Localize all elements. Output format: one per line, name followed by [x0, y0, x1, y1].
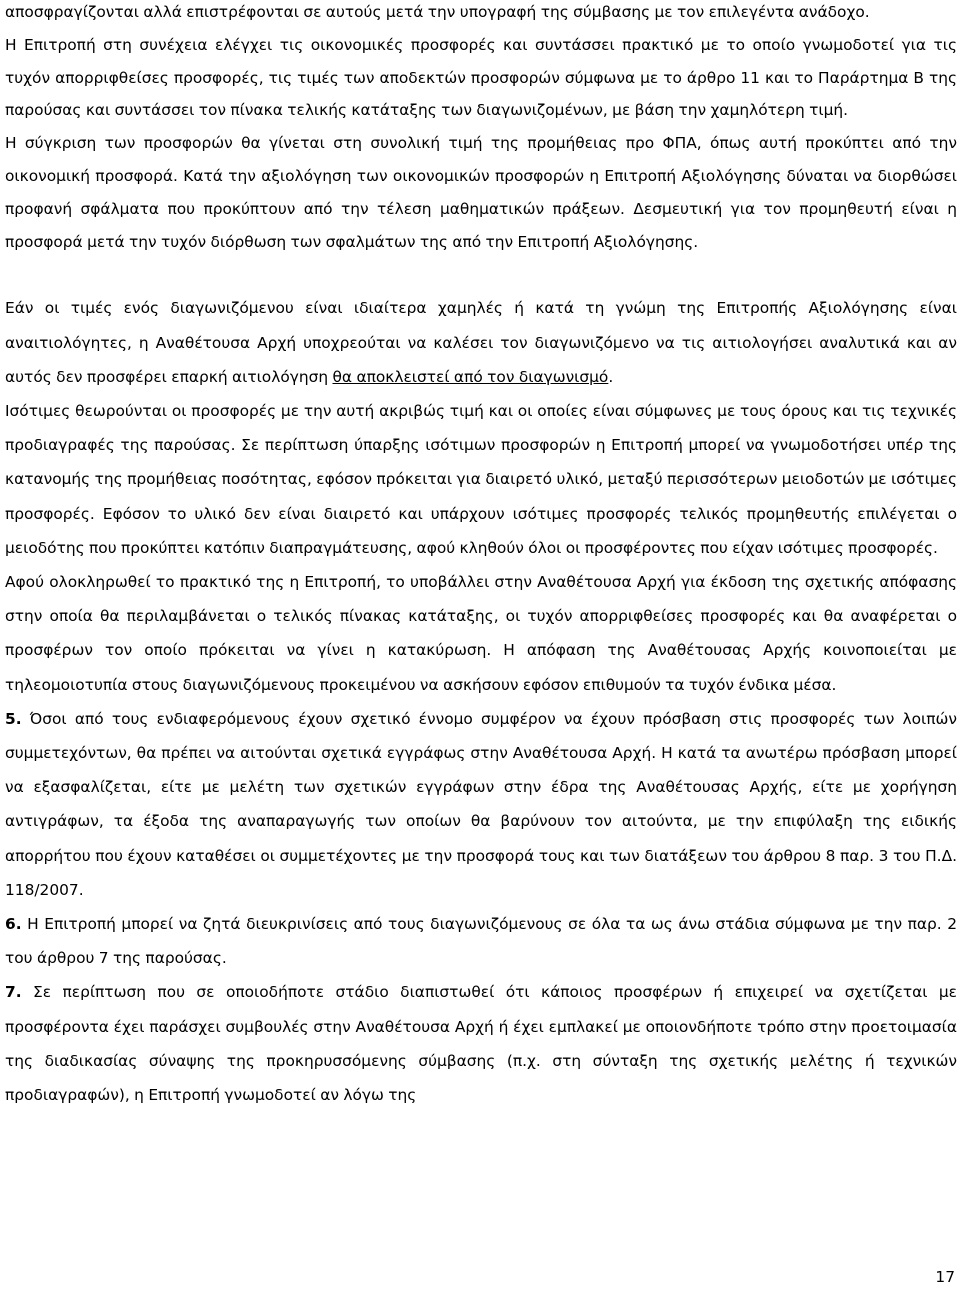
low-prices-end: . — [608, 367, 614, 386]
item-number: 6. — [5, 915, 22, 934]
page-number: 17 — [935, 1268, 955, 1286]
list-item-5 — [5, 702, 957, 907]
list-item-7 — [5, 975, 957, 1112]
paragraph-gap — [5, 258, 957, 291]
item-number: 7. — [5, 983, 22, 1002]
low-prices-text: Εάν οι τιμές ενός διαγωνιζόμενου είναι ιδιαίτερα χαμηλές ή κατά τη γνώμη της Επιτροπής Αξιολόγησης είναι αναιτιολόγητες, η Αναθέτουσα Αρχή υποχρεούται να καλέσει τον διαγωνιζόμενο να τις αιτιολογήσει αναλυτικά και αν αυτός δεν προσφέρει επαρκή αιτιολόγηση — [5, 299, 957, 386]
paragraph-low-prices — [5, 291, 957, 394]
document-page — [5, 0, 957, 1112]
exclusion-underlined-text: θα αποκλειστεί από τον διαγωνισμό — [332, 367, 609, 386]
paragraph-equal-offers: Ισότιμες θεωρούνται οι προσφορές με την αυτή ακριβώς τιμή και οι οποίες είναι σύμφωνες με τους όρους και τις τεχνικές προδιαγραφές της παρούσας. Σε περίπτωση ύπαρξης ισότιμων προσφορών η Επιτροπή μπορεί να γνωμοδοτήσει υπέρ της κατανομής της προμήθειας ποσότητας, εφόσον πρόκειται για διαιρετό υλικό, μεταξύ περισσότερων μειοδοτών με ισότιμες προσφορές. Εφόσον το υλικό δεν είναι διαιρετό και υπάρχουν ισότιμες προσφορές τελικός προμηθευτής επιλέγεται ο μειοδότης που προκύπτει κατόπιν διαπραγμάτευσης, αφού κληθούν όλοι οι προσφέροντες που είχαν ισότιμες προσφορές. — [5, 401, 957, 557]
paragraph-continuation: αποσφραγίζονται αλλά επιστρέφονται σε αυτούς μετά την υπογραφή της σύμβασης με τον επιλεγέντα ανάδοχο. — [5, 3, 870, 21]
paragraph-committee-review: Η Επιτροπή στη συνέχεια ελέγχει τις οικονομικές προσφορές και συντάσσει πρακτικό με το οποίο γνωμοδοτεί για τις τυχόν απορριφθείσες προσφορές, τις τιμές των αποδεκτών προσφορών σύμφωνα με το άρθρο 11 και το Παράρτημα Β της παρούσας και συντάσσει τον πίνακα τελικής κατάταξης των διαγωνιζομένων, με βάση την χαμηλότερη τιμή. — [5, 35, 957, 120]
item-number: 5. — [5, 709, 22, 728]
paragraph-decision: Αφού ολοκληρωθεί το πρακτικό της η Επιτροπή, το υποβάλλει στην Αναθέτουσα Αρχή για έκδοση της σχετικής απόφασης στην οποία θα περιλαμβάνεται ο τελικός πίνακας κατάταξης, οι τυχόν απορριφθείσες προσφορές και θα αναφέρεται ο προσφέρων τον οποίο πρόκειται να γίνει η κατακύρωση. Η απόφαση της Αναθέτουσας Αρχής κοινοποιείται με τηλεομοιοτυπία στους διαγωνιζόμενους προκειμένου να ασκήσουν εφόσον επιθυμούν τα τυχόν ένδικα μέσα. — [5, 573, 957, 694]
item-text: Η Επιτροπή μπορεί να ζητά διευκρινίσεις από τους διαγωνιζόμενους σε όλα τα ως άνω στάδια σύμφωνα με την παρ. 2 του άρθρου 7 της παρούσας. — [5, 915, 957, 968]
item-text: Όσοι από τους ενδιαφερόμενους έχουν σχετικό έννομο συμφέρον να έχουν πρόσβαση στις προσφορές των λοιπών συμμετεχόντων, θα πρέπει να αιτούνται σχετικά εγγράφως στην Αναθέτουσα Αρχή. Η κατά τα ανωτέρω πρόσβαση μπορεί να εξασφαλίζεται, είτε με μελέτη των σχετικών εγγράφων στην έδρα της Αναθέτουσας Αρχής, είτε με χορήγηση αντιγράφων, τα έξοδα της αναπαραγωγής των οποίων θα βαρύνουν τον αιτούντα, με την επιφύλαξη της ειδικής απορρήτου που έχουν καταθέσει οι συμμετέχοντες με την προσφορά τους και των διατάξεων του άρθρου 8 παρ. 3 του Π.Δ. 118/2007. — [5, 709, 957, 899]
paragraph-offer-comparison: Η σύγκριση των προσφορών θα γίνεται στη συνολική τιμή της προμήθειας προ ΦΠΑ, όπως αυτή προκύπτει από την οικονομική προσφορά. Κατά την αξιολόγηση των οικονομικών προσφορών η Επιτροπή Αξιολόγησης δύναται να διορθώσει προφανή σφάλματα που προκύπτουν από την τέλεση μαθηματικών πράξεων. Δεσμευτική για τον προμηθευτή είναι η προσφορά μετά την τυχόν διόρθωση των σφαλμάτων της από την Επιτροπή Αξιολόγησης. — [5, 134, 957, 251]
item-text: Σε περίπτωση που σε οποιοδήποτε στάδιο διαπιστωθεί ότι κάποιος προσφέρων ή επιχειρεί να σχετίζεται με προσφέροντα έχει παράσχει συμβουλές στην Αναθέτουσα Αρχή ή έχει εμπλακεί με οποιονδήποτε τρόπο στην προετοιμασία της διαδικασίας σύναψης της προκηρυσσόμενης σύμβασης (π.χ. στη σύνταξη της σχετικής μελέτης ή τεχνικών προδιαγραφών), η Επιτροπή γνωμοδοτεί αν λόγω της — [5, 983, 957, 1105]
list-item-6 — [5, 907, 957, 975]
